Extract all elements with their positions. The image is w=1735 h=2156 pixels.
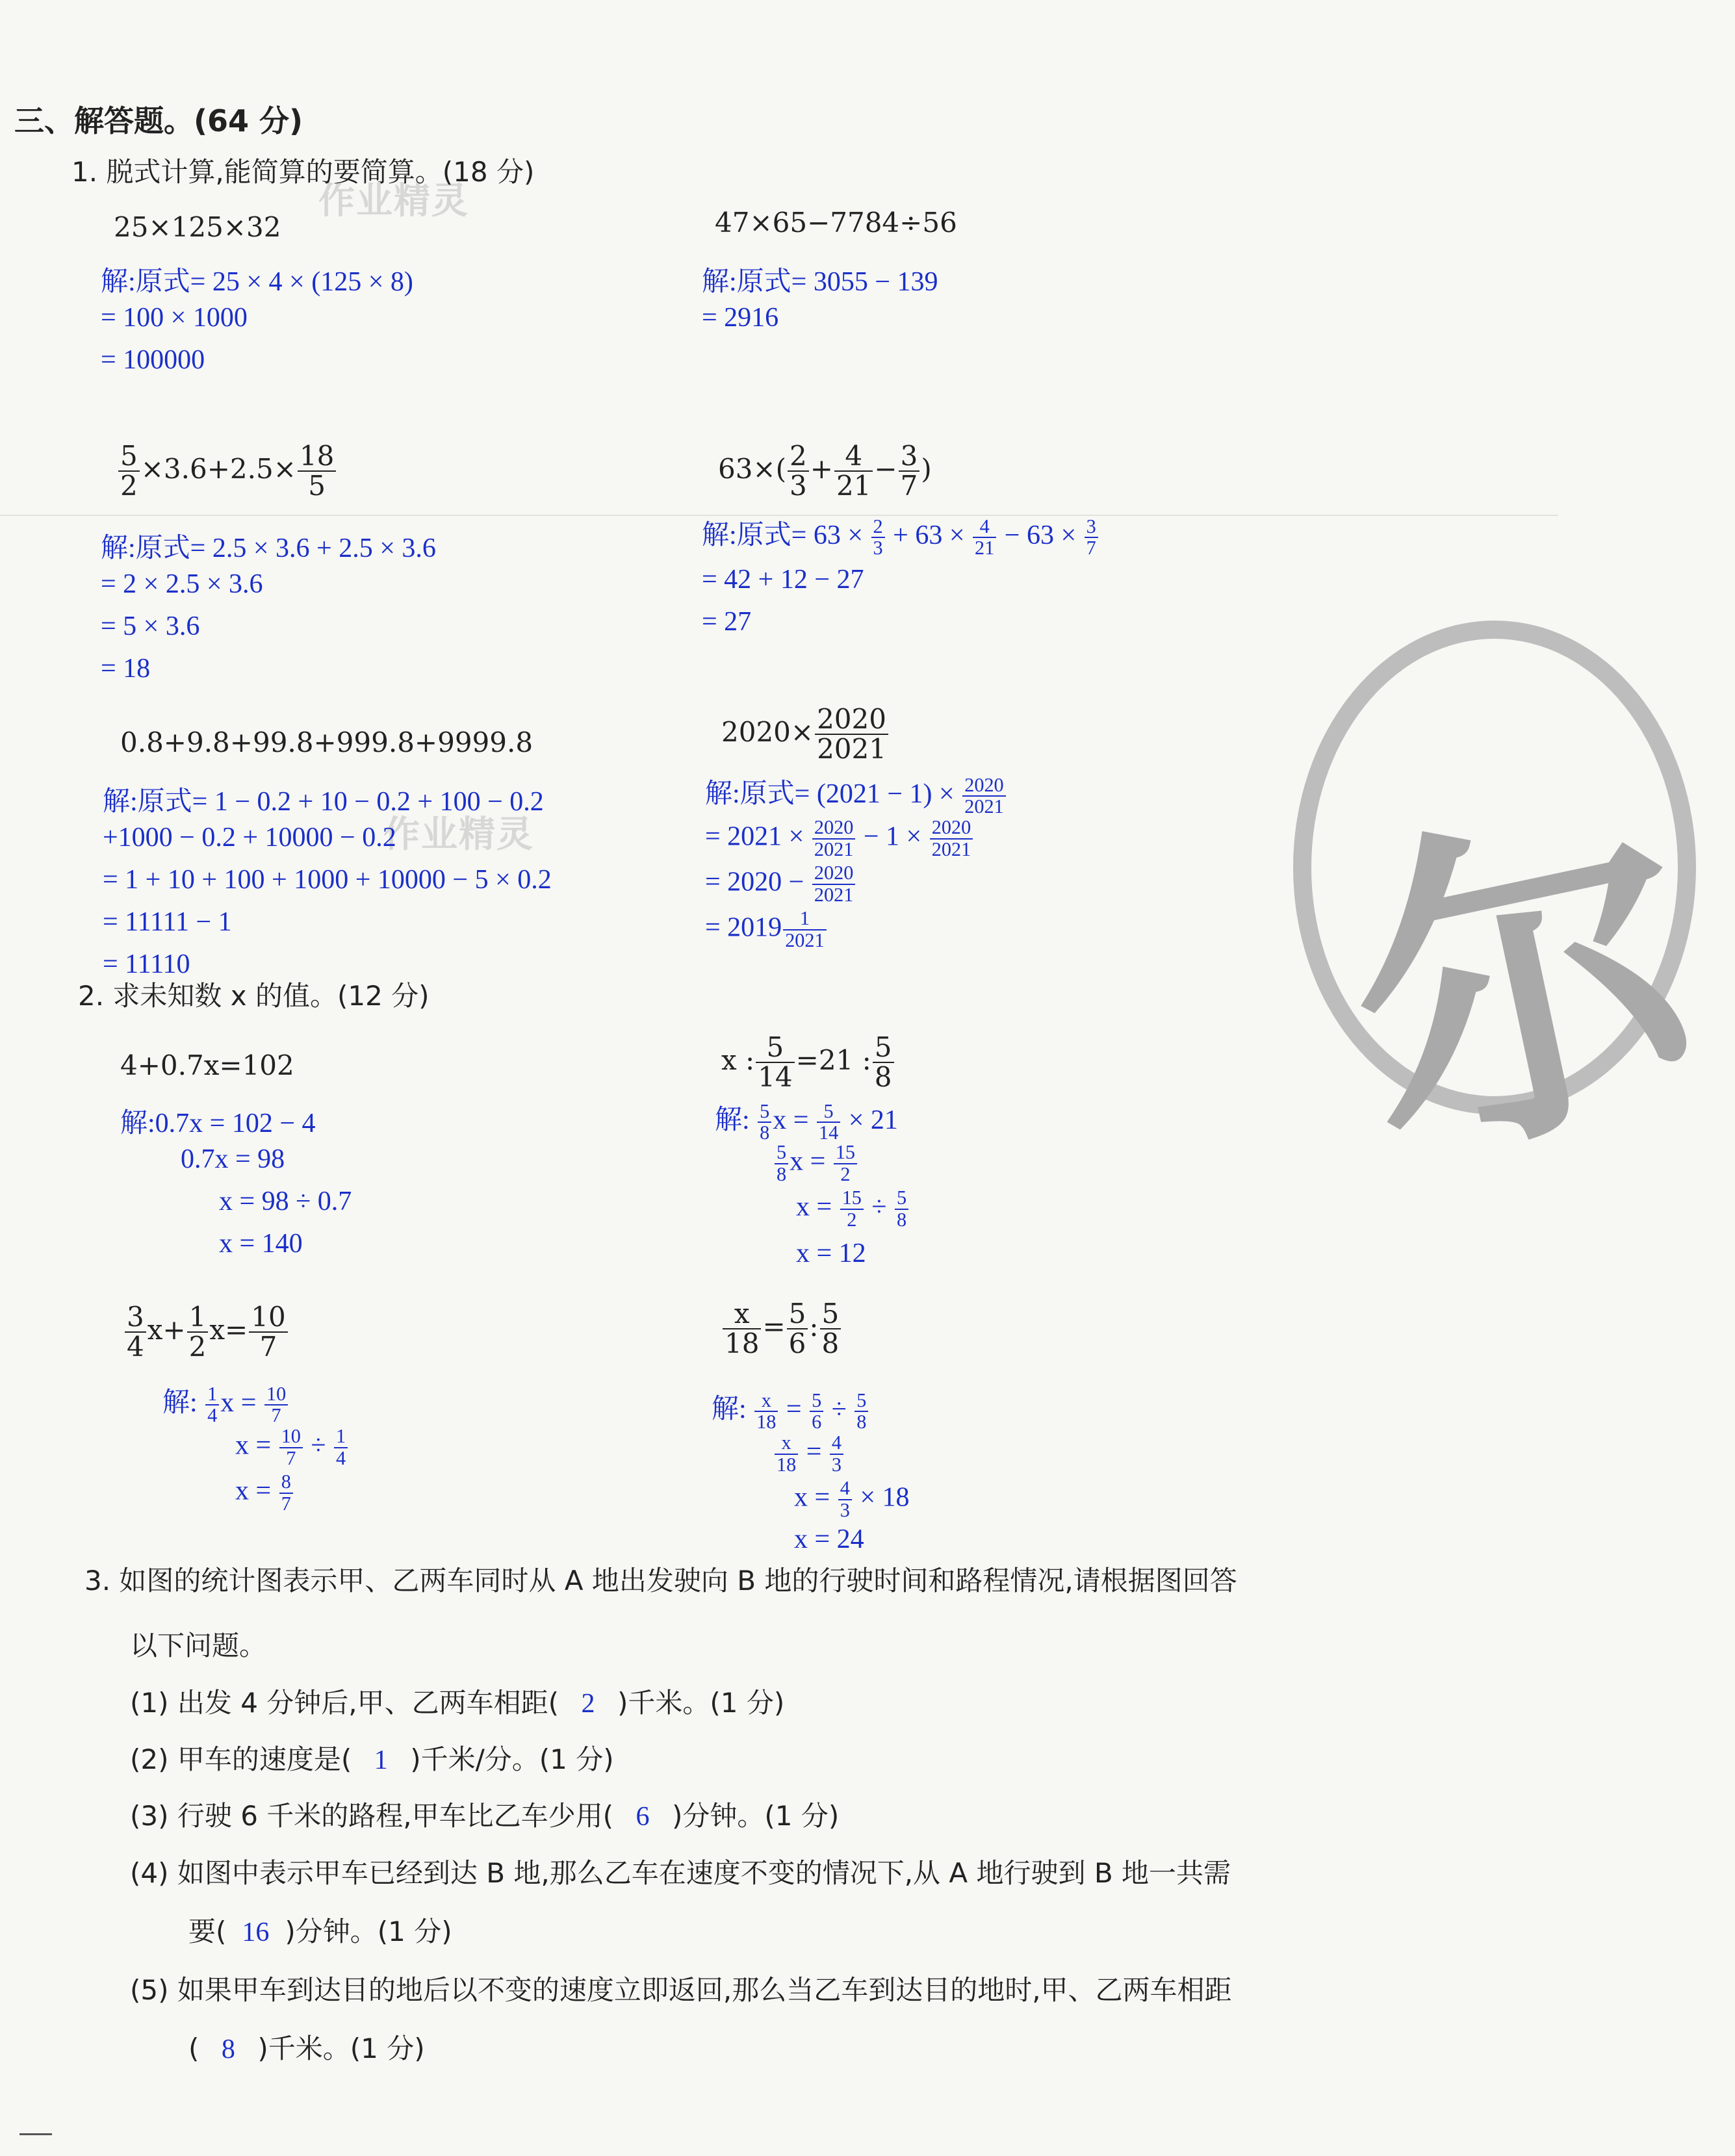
q2-e1-line2: 0.7x = 98 [181, 1144, 285, 1174]
section-title: 三、解答题。(64 分) [14, 103, 303, 138]
q1-p2-line2: = 2916 [702, 303, 779, 333]
q1-p5-line2: +1000 − 0.2 + 10000 − 0.2 [103, 823, 396, 853]
q3-intro-line2: 以下问题。 [130, 1630, 267, 1662]
q2-e4-line1: 解: $\frac{x}{18}$ = $\frac{5}{6}$ ÷ $\frac{5}{8}$ [712, 1387, 869, 1433]
q3-sub4-answer[interactable]: 16 [242, 1918, 270, 1947]
q1-p5-line5: = 11110 [103, 949, 190, 979]
q3-sub5: (5) 如果甲车到达目的地后以不变的速度立即返回,那么当乙车到达目的地时,甲、乙两车相距 [130, 1974, 1232, 2006]
q2-e4-line4: x = 24 [794, 1524, 864, 1554]
q3-sub4: (4) 如图中表示甲车已经到达 B 地,那么乙车在速度不变的情况下,从 A 地行驶到 B 地一共需 [130, 1857, 1231, 1889]
q3-sub3: (3) 行驶 6 千米的路程,甲车比乙车少用( 6 )分钟。(1 分) [130, 1800, 840, 1832]
q1-p5-line4: = 11111 − 1 [103, 907, 232, 937]
watermark: 作业精灵 [383, 814, 534, 856]
q3-sub5-cont: ( 8 )千米。(1 分) [188, 2033, 425, 2064]
q3-sub3-answer[interactable]: 6 [636, 1802, 650, 1832]
q3-sub1-answer[interactable]: 2 [581, 1689, 595, 1719]
q2-e1-expr: 4+0.7x=102 [120, 1049, 294, 1081]
q1-p3-line4: = 18 [101, 654, 151, 684]
q1-p6-line2: = 2021 × $\frac{2020}{2021}$ − 1 × $\frac{2020}{2021}$ [705, 817, 974, 860]
q3-intro-line1: 3. 如图的统计图表示甲、乙两车同时从 A 地出发驶向 B 地的行驶时间和路程情况,请根据图回答 [84, 1565, 1237, 1597]
q2-e1-line1: 解:0.7x = 102 − 4 [120, 1109, 316, 1138]
q2-e3-line2: x = $\frac{10}{7}$ ÷ $\frac{1}{4}$ [235, 1426, 349, 1469]
q2-e3-expr: $\frac{3}{4}$ x+ $\frac{1}{2}$ x= $\frac{10}{7}$ [123, 1303, 289, 1361]
q1-p3-line3: = 5 × 3.6 [101, 611, 200, 641]
q1-p4-expr: 63×( $\frac{2}{3}$ + $\frac{4}{21}$ − $\frac{3}{7}$ ) [718, 440, 932, 502]
q2-e2-line2: $\frac{5}{8}$ x = $\frac{15}{2}$ [773, 1142, 858, 1185]
q1-p2-expr: 47×65−7784÷56 [715, 207, 957, 238]
q1-p1-line3: = 100000 [101, 345, 205, 375]
q1-p2-line1: 解:原式= 3055 − 139 [702, 267, 938, 297]
q1-p5-expr: 0.8+9.8+99.8+999.8+9999.8 [120, 726, 533, 758]
q2-e4-expr: $\frac{x}{18}$ = $\frac{5}{6}$ : $\frac{5}{8}$ [721, 1300, 842, 1358]
q1-p3-line2: = 2 × 2.5 × 3.6 [101, 569, 263, 599]
page-corner-mark [19, 2133, 52, 2135]
q1-p4-line2: = 42 + 12 − 27 [702, 565, 864, 595]
q1-p5-line3: = 1 + 10 + 100 + 1000 + 10000 − 5 × 0.2 [103, 865, 552, 895]
q1-title: 1. 脱式计算,能简算的要简算。(18 分) [71, 156, 535, 188]
watermark: 作业精灵 [318, 180, 469, 222]
q2-e3-line1: 解: $\frac{1}{4}$ x = $\frac{10}{7}$ [162, 1381, 289, 1426]
q2-title: 2. 求未知数 x 的值。(12 分) [78, 980, 430, 1012]
q3-sub2: (2) 甲车的速度是( 1 )千米/分。(1 分) [130, 1743, 614, 1775]
q1-p3-line1: 解:原式= 2.5 × 3.6 + 2.5 × 3.6 [101, 533, 436, 563]
q2-e2-line1: 解: $\frac{5}{8}$ x = $\frac{5}{14}$ × 21 [715, 1099, 898, 1144]
q1-p3-expr: $\frac{5}{2}$ ×3.6+2.5× $\frac{18}{5}$ [117, 442, 337, 500]
q1-p6-expr: 2020× $\frac{2020}{2021}$ [721, 705, 890, 764]
stamp-seal [1293, 621, 1732, 1216]
q3-sub4-cont: 要( 16 )分钟。(1 分) [188, 1916, 452, 1947]
q1-p1-line1: 解:原式= 25 × 4 × (125 × 8) [101, 267, 413, 297]
q1-p1-expr: 25×125×32 [114, 211, 281, 243]
stamp-glyph: 尔 [1319, 760, 1732, 1216]
q2-e4-line2: $\frac{x}{18}$ = $\frac{4}{3}$ [773, 1433, 845, 1475]
q2-e3-line3: x = $\frac{8}{7}$ [235, 1472, 294, 1514]
q1-p4-line1: 解:原式= 63 × $\frac{2}{3}$ + 63 × $\frac{4}{21}$ − 63 × $\frac{3}{7}$ [702, 513, 1099, 559]
q2-e1-line3: x = 98 ÷ 0.7 [219, 1187, 352, 1216]
q1-p4-line3: = 27 [702, 607, 752, 637]
q2-e2-expr: x : $\frac{5}{14}$ =21 : $\frac{5}{8}$ [721, 1033, 895, 1092]
q1-p1-line2: = 100 × 1000 [101, 303, 248, 333]
q2-e2-line3: x = $\frac{15}{2}$ ÷ $\frac{5}{8}$ [796, 1188, 910, 1230]
q3-sub2-answer[interactable]: 1 [374, 1745, 388, 1775]
q1-p5-line1: 解:原式= 1 − 0.2 + 10 − 0.2 + 100 − 0.2 [103, 787, 544, 817]
q1-p6-line4: = 2019 $\frac{1}{2021}$ [705, 908, 828, 951]
q2-e2-line4: x = 12 [796, 1238, 866, 1268]
q1-p6-line3: = 2020 − $\frac{2020}{2021}$ [705, 863, 856, 905]
q3-sub1: (1) 出发 4 分钟后,甲、乙两车相距( 2 )千米。(1 分) [130, 1687, 785, 1719]
q2-e4-line3: x = $\frac{4}{3}$ × 18 [794, 1477, 910, 1521]
q3-sub5-answer[interactable]: 8 [221, 2034, 235, 2064]
q2-e1-line4: x = 140 [219, 1229, 303, 1259]
q1-p6-line1: 解:原式= (2021 − 1) × $\frac{2020}{2021}$ [705, 772, 1007, 817]
